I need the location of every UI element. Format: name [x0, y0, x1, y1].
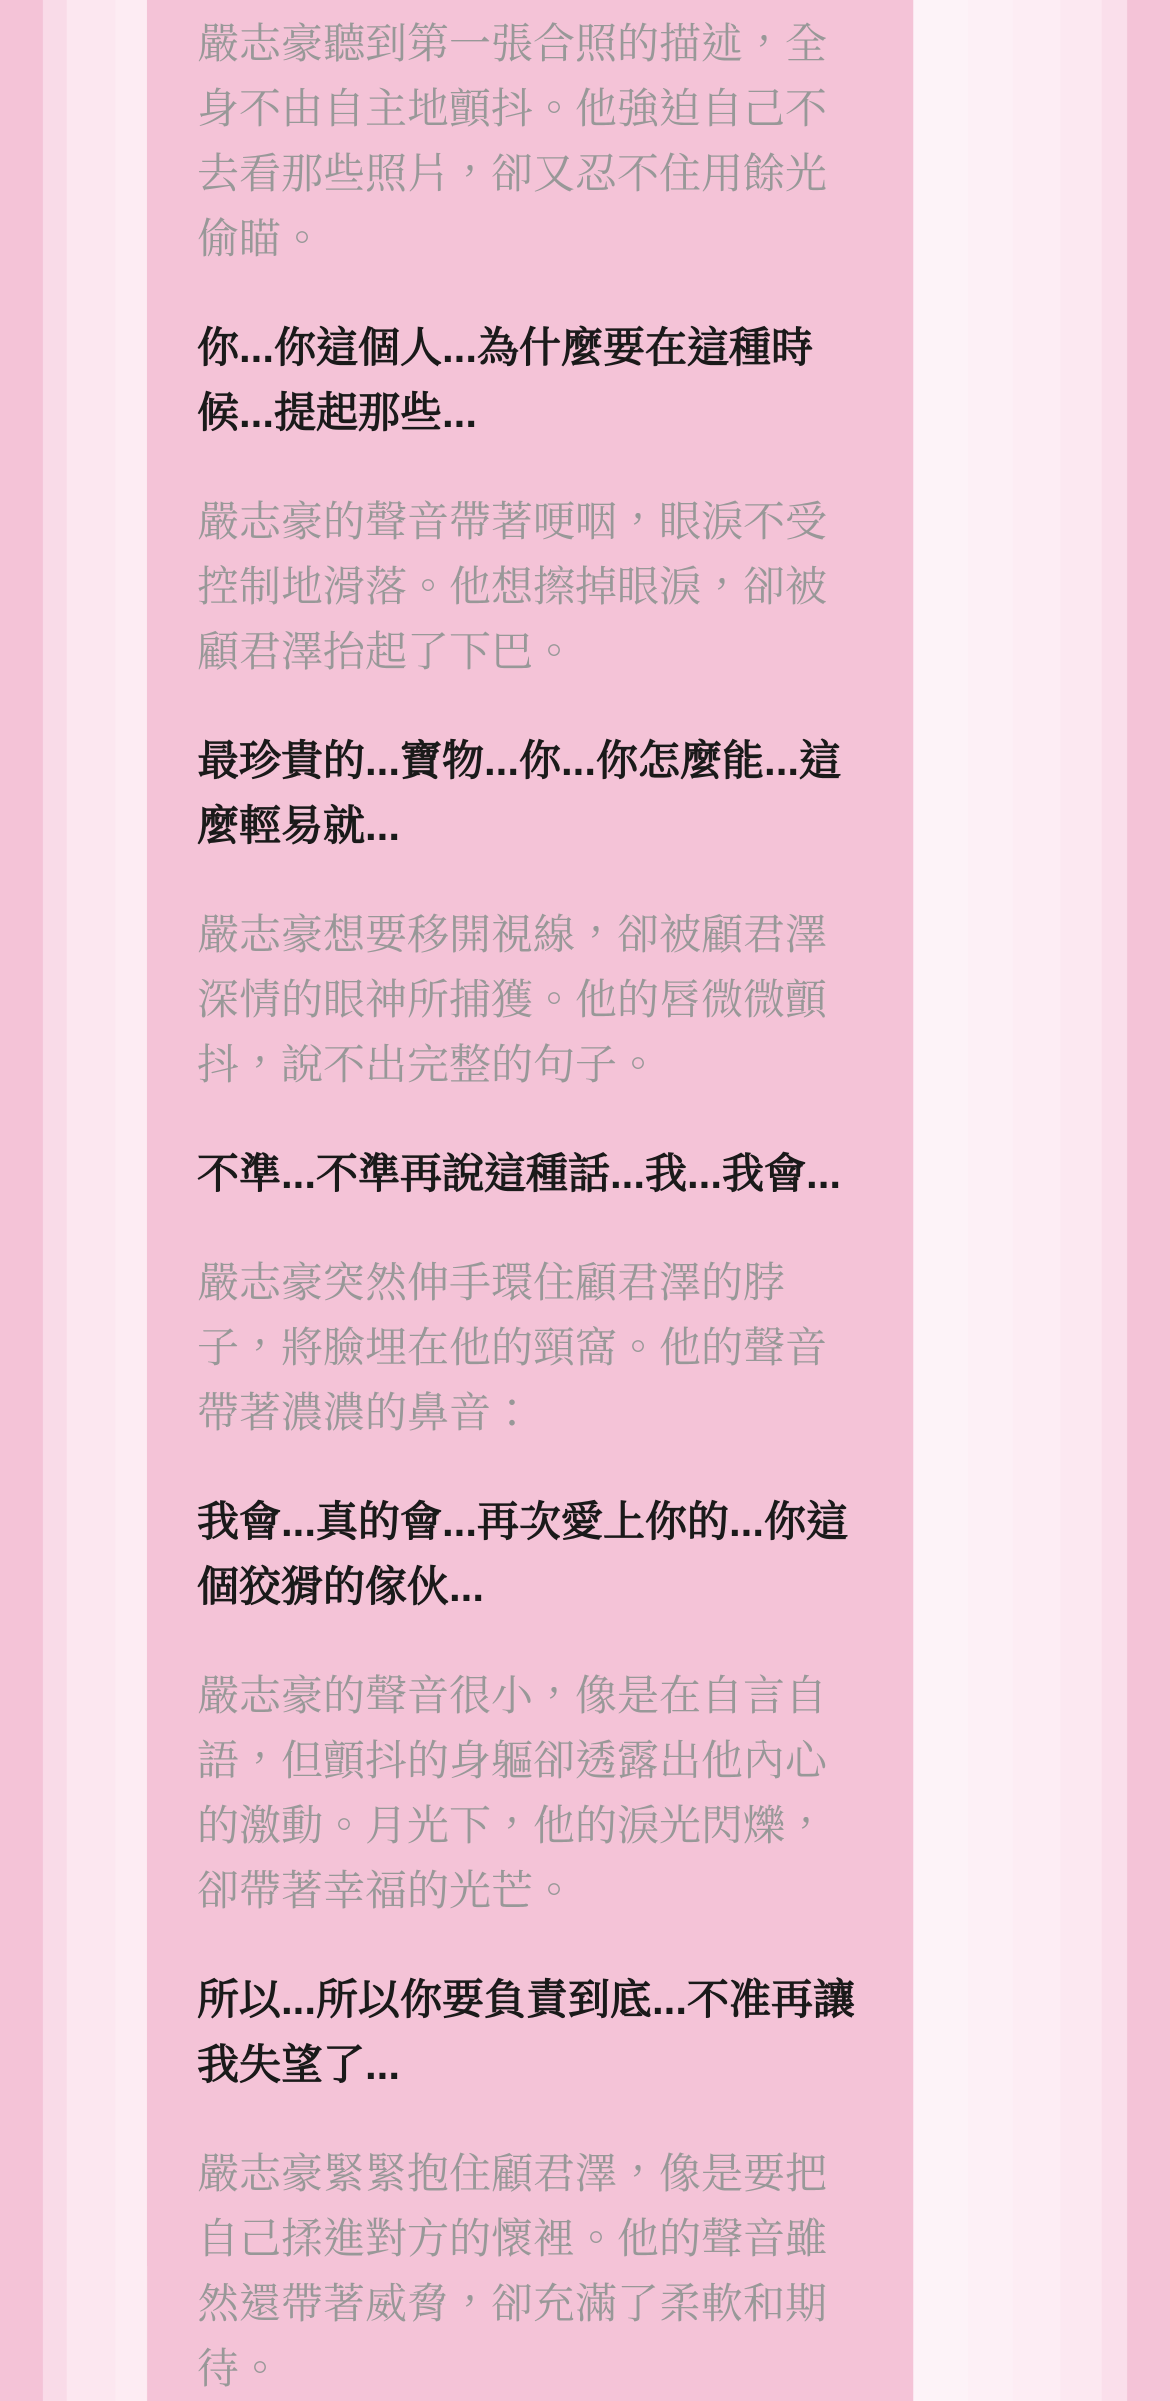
story-paragraph-narration: 嚴志豪緊緊抱住顧君澤，像是要把自己揉進對方的懷裡。他的聲音雖然還帶著威脅，卻充滿了柔軟和期待。	[197, 2150, 828, 2392]
story-paragraph-dialogue: 不準...不準再說這種話...我...我會...	[197, 1150, 842, 1197]
story-paragraph-narration: 嚴志豪聽到第一張合照的描述，全身不由自主地顫抖。他強迫自己不去看那些照片，卻又忍不住用餘光偷瞄。	[197, 20, 828, 262]
story-paragraph-dialogue: 你...你這個人...為什麼要在這種時候...提起那些...	[197, 324, 814, 436]
story-paragraph-narration: 嚴志豪想要移開視線，卻被顧君澤深情的眼神所捕獲。他的唇微微顫抖，說不出完整的句子。	[197, 911, 828, 1088]
story-paragraph-narration: 嚴志豪的聲音帶著哽咽，眼淚不受控制地滑落。他想擦掉眼淚，卻被顧君澤抬起了下巴。	[197, 498, 828, 675]
story-paragraph-dialogue: 所以...所以你要負責到底...不准再讓我失望了...	[197, 1976, 856, 2088]
story-paragraph-dialogue: 最珍貴的...寶物...你...你怎麼能...這麼輕易就...	[197, 737, 842, 849]
story-content	[147, 0, 913, 2392]
story-paragraph-dialogue: 我會...真的會...再次愛上你的...你這個狡猾的傢伙...	[197, 1498, 849, 1610]
story-paragraph-narration: 嚴志豪突然伸手環住顧君澤的脖子，將臉埋在他的頸窩。他的聲音帶著濃濃的鼻音：	[197, 1259, 828, 1436]
story-paragraph-narration: 嚴志豪的聲音很小，像是在自言自語，但顫抖的身軀卻透露出他內心的激動。月光下，他的淚光閃爍，卻帶著幸福的光芒。	[197, 1672, 828, 1914]
